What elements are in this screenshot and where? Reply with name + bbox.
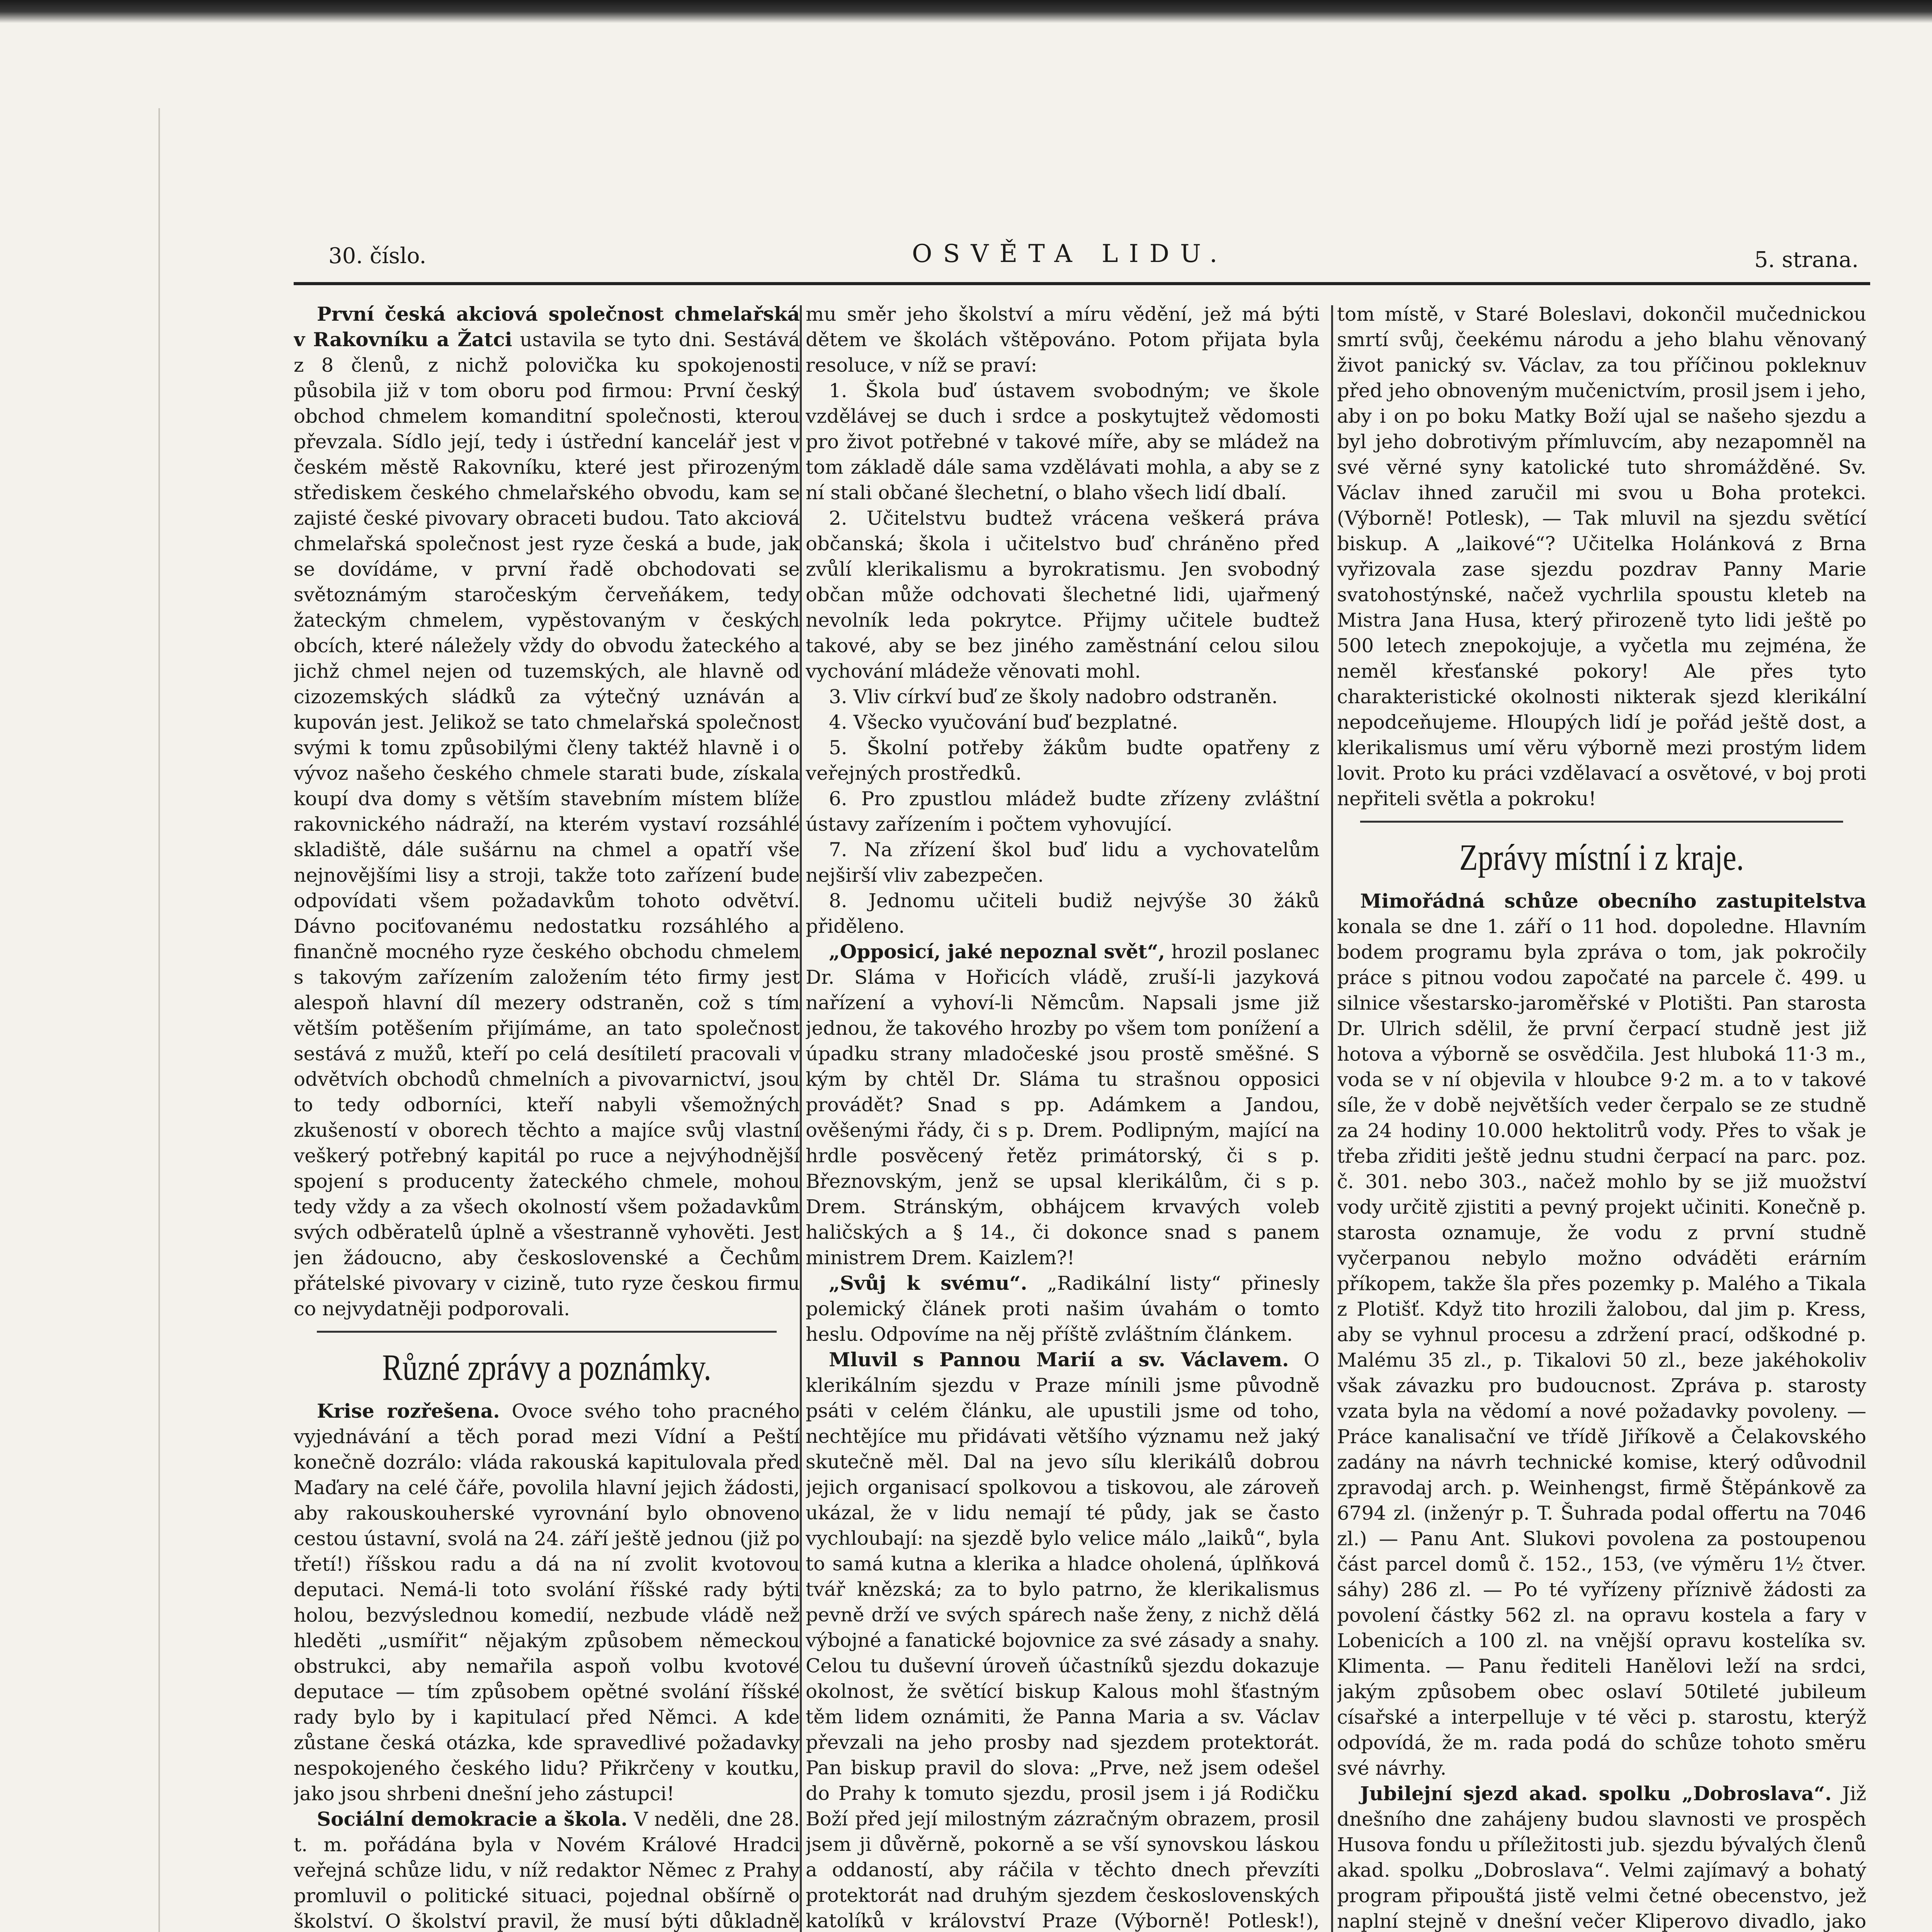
article-council-meeting: [1337, 888, 1866, 1781]
article-body: hrozil poslanec Dr. Sláma v Hořicích vládě, zruší-li jazyková nařízení a vyhoví-li Němcům. Napsali jsme již jednou, že takového hrozby po všem tom ponížení a úpadku strany mladočeské jsou prostě směšné. S kým by chtěl Dr. Sláma tu strašnou opposici provádět? Snad s pp. Adámkem a Jandou, ověšenými řády, či s p. Drem. Podlipným, mající na hrdle posvěcený řetěz primátorský, či s p. Březnovským, jenž se upsal klerikálům, či s p. Drem. Stránským, obhájcem krvavých voleb haličských a § 14., či dokonce snad s panem ministrem Drem. Kaizlem?!: [806, 940, 1320, 1269]
article-clerical-congress: [806, 1347, 1320, 1932]
article-continuation: tom místě, v Staré Boleslavi, dokončil mučednickou smrtí svůj, čeekému národu a jeho blahu věnovaný život panický sv. Václav, za tou příčinou pokleknuv před jeho obnoveným mučenictvím, prosil jsem i jeho, aby i on po boku Matky Boží ujal se našeho sjezdu a byl jeho dobrotivým přímluvcím, aby nezapomněl na své věrné syny katolické tuto shromážděné. Sv. Václav ihned zaručil mi svou u Boha protekci. (Výborně! Potlesk), — Tak mluvil na sjezdu světící biskup. A „laikové“? Učitelka Holánková z Brna vyřizovala zase sjezdu pozdrav Panny Marie svatohostýnské, načež vychrlila spoustu kleteb na Mistra Jana Husa, který přirozeně tyto lidi ještě po 500 letech znepokojuje, a vyčetla mu zejména, že neměl křesťanské pokory! Ale přes tyto charakteristické okolnosti nikterak sjezd klerikální nepodceňujeme. Hloupých lidí je pořád ještě dost, a klerikalismus umí věru výborně mezi prostým lidem lovit. Proto ku práci vzdělavací a osvětové, v boj proti nepřiteli světla a pokroku!: [1337, 303, 1866, 810]
page-number: 5. strana.: [1754, 247, 1859, 272]
article-body: V neděli, dne 28. t. m. pořádána byla v Novém Králové Hradci veřejná schůze lidu, v níž redaktor Němec z Prahy promluvil o politické situaci, pojednal obšírně o školství. O školství pravil, že musí býti důkladně: [294, 1808, 800, 1932]
article-body: „Radikální listy“ přinesly polemický článek proti našim úvahám o tomto heslu. Odpovíme na něj příště zvláštním článkem.: [806, 1272, 1320, 1345]
article-crisis: [294, 1398, 800, 1806]
article-opposition: [806, 939, 1320, 1270]
resolution-point: 3. Vliv církví buď ze školy nadobro odstraněn.: [829, 685, 1278, 708]
article-dobroslava: [1337, 1781, 1866, 1932]
resolution-point: 4. Všecko vyučování buď bezplatné.: [829, 711, 1178, 733]
article-body: ustavila se tyto dni. Sestává z 8 členů, z nichž polovička ku spokojenosti působila již v tom oboru pod firmou: První český obchod chmelem komanditní společnosti, kterou převzala. Sídlo její, tedy i ústřední kancelář jest v českém městě Rakovníku, které jest přirozeným střediskem českého chmelařského obvodu, kam se zajisté české pivovary obraceti budou. Tato akciová chmelařská společnost jest ryze česká a bude, jak se dovídáme, v první řadě obchodovati se světoznámým staročeským červeňákem, tedy žateckým chmelem, vypěstovaným v českých obcích, které náležely vždy do obvodu žateckého a jichž chmel nejen od tuzemských, ale hlavně od cizozemských sládků za výtečný uznáván a kupován jest. Jelikož se tato chmelařská společnost svými k tomu způsobilými členy taktéž hlavně i o vývoz našeho českého chmele starati bude, získala koupí dva domy s větším stavebním místem blíže rakovnického nádraží, na kterém vystaví rozsáhlé skladiště, dále sušárnu na chmel a opatří vše nejnovějšími lisy a stroji, takže toto zařízení bude odpovídati všem požadavkům tohoto odvětví. Dávno pociťovanému nedostatku rozsáhlého a finančně mocného ryze českého obchodu chmelem s takovým zařízením založením této firmy jest alespoň hlavní díl mezery odstraněn, což s tím větším potěšením přijímáme, an tato společnost sestává z mužů, kteří po celá desítiletí pracovali v odvětvích obchodů chmelních a pivovarnictví, jsou to tedy odborníci, kteří nabyli všemožných zkušeností v oborech těchto a majíce svůj vlastní veškerý potřebný kapitál po ruce a nejvýhodnější spojení s producenty žateckého chmele, mohou tedy vždy a za všech okolností všem požadavkům svých odběratelů úplně a všestranně vyhověti. Jest jen žádoucno, aby československé a Čechům přátelské pivovary v cizině, tuto ryze českou firmu co nejvydatněji podporovali.: [294, 328, 800, 1320]
column-divider: [800, 305, 802, 1932]
resolution-point: 6. Pro zpustlou mládež budte zřízeny zvláštní ústavy zařízením i počtem vyhovující.: [806, 787, 1320, 835]
article-headline: „Opposicí, jaké nepoznal svět“,: [829, 940, 1165, 963]
masthead-title: OSVĚTA LIDU.: [912, 240, 1228, 268]
section-rule: [1360, 821, 1843, 823]
section-rule: [317, 1331, 777, 1333]
article-body: konala se dne 1. září o 11 hod. dopoledne. Hlavním bodem programu byla zpráva o tom, jak pokročily práce s pitnou vodou započaté na parcele č. 499. u silnice všestarsko-jaroměřské v Plotišti. Pan starosta Dr. Ulrich sdělil, že první čerpací studně jest již hotova a výborně se osvědčila. Jest hluboká 11·3 m., voda se v ní objevila v hloubce 9·2 m. a to v takové síle, že v době největších veder čerpalo se ze studně za 24 hodiny 10.000 hektolitrů vody. Přes to však je třeba zřiditi ještě jednu studni čerpací na parc. poz. č. 301. nebo 303., načež mohlo by se již muožství vody určitě zjistiti a pevný projekt učiniti. Konečně p. starosta oznamuje, že vodu z první studně vyčerpanou nebylo možno odváděti erárním příkopem, takže šla přes pozemky p. Malého a Tikala z Plotišť. Když tito hrozili žalobou, dal jim p. Kress, aby se vyhnul procesu a zdržení prací, odškodné p. Malému 35 zl., p. Tikalovi 50 zl., beze jakéhokoliv však závazku pro budoucnost. Zpráva p. starosty vzata byla na vědomí a nové požadavky povoleny. — Práce kanalisační ve třídě Jiříkově a Čelakovského zadány na návrh technické komise, který odůvodnil zpravodaj arch. p. Weinhengst, firmě Štěpánkově za 6794 zl. (inženýr p. T. Šuhrada podal offertu na 7046 zl.) — Panu Ant. Slukovi povolena za postoupenou část parcel domů č. 152., 153, (ve výměru 1½ čtver. sáhy) 286 zl. — Po té vyřízeny příznivě žádosti za povolení částky 562 zl. na opravu kostela a fary v Lobenicích a 100 zl. na vnější opravu kostelíka sv. Klimenta. — Panu řediteli Hanělovi leží na srdci, jakým způsobem obec oslaví 50tileté jubileum císařské a interpelluje v té věci p. starostu, kterýž odpovídá, že m. rada podá do schůze tohoto směru své návrhy.: [1337, 915, 1866, 1779]
fold-line: [158, 108, 160, 1932]
article-headline: Mluvil s Pannou Marií a sv. Václavem.: [829, 1348, 1289, 1371]
article-body: Ovoce svého toho pracného vyjednávání a těch porad mezi Vídní a Peští konečně dozrálo: vláda rakouská kapitulovala před Maďary na celé čáře, povolila hlavní jejich žádosti, aby rakouskouherské vyrovnání bylo obnoveno cestou ústavní, svolá na 24. září ještě jednou (již po třetí!) říšskou radu a dá na ní zvolit kvotovou deputaci. Nemá-li toto svolání říšské rady býti holou, bezvýslednou komedií, nezbude vládě než hleděti „usmířit“ nějakým způsobem německou obstrukci, aby nemařila aspoň volbu kvotové deputace — tím způsobem opětné svolání říšské rady bylo by i kapitulací před Němci. A kde zůstane česká otázka, kde spravedlivé požadavky nespokojeného českého lidu? Přikrčeny v koutku, jako jsou shrbeni dnešní jeho zástupci!: [294, 1400, 800, 1805]
resolution-point: 1. Škola buď ústavem svobodným; ve škole vzdělávej se duch i srdce a poskytujtež vědomosti pro život potřebné v takové míře, aby se mládež na tom základě dále sama vzdělávati mohla, a aby se z ní stali občané šlechetní, o blaho všech lidí dbalí.: [806, 379, 1320, 504]
resolution-point: 7. Na zřízení škol buď lidu a vychovatelům nejširší vliv zabezpečen.: [806, 838, 1320, 886]
article-headline: „Svůj k svému“.: [829, 1272, 1027, 1294]
resolution-intro: mu směr jeho školství a míru vědění, jež má býti dětem ve školách vštěpováno. Potom přijata byla resoluce, v níž se praví:: [806, 303, 1320, 376]
issue-number: 30. číslo.: [328, 243, 427, 269]
column-3: [1337, 301, 1866, 1932]
article-headline: První česká akciová společnost chmelařská v Rakovníku a Žatci: [294, 303, 800, 351]
resolution-point: 2. Učitelstvu budtež vrácena veškerá práva občanská; škola i učitelstvo buď chráněno před zvůlí klerikalismu a byrokratismu. Jen svobodný občan může odchovati šlechetné lidi, ujařmený nevolník leda pokrytce. Přijmy učitele budtež takové, aby se bez jiného zaměstnání celou silou vychování mládeže věnovati mohl.: [806, 507, 1320, 682]
article-body: O klerikálním sjezdu v Praze mínili jsme původně psáti v celém článku, ale upustili jsme od toho, nechtějíce mu přidávati většího významu než jaký skutečně měl. Dal na jevo sílu klerikálů dobrou jejich organisací spolkovou a tiskovou, ale zároveň ukázal, že v lidu nemají té půdy, jak se často vychloubají: na sjezdě bylo velice málo „laiků“, byla to samá kutna a klerika a hladce oholená, úplňková tvář knězská; za to bylo patrno, že klerikalismus pevně drží ve svých spárech naše ženy, z nichž dělá výbojné a fanatické bojovnice za své zásady a snahy. Celou tu duševní úroveň účastníků sjezdu dokazuje okolnost, že světící biskup Kalous mohl šťastným těm lidem oznámiti, že Panna Maria a sv. Václav převzali na jeho prosby nad sjezdem protektorát. Pan biskup pravil do slova: „Prve, než jsem odešel do Prahy k tomuto sjezdu, prosil jsem i já Rodičku Boží před její milostným zázračným obrazem, prosil jsem ji důvěrně, pokorně a se vší synovskou láskou a oddaností, aby ráčila v těchto dnech převzíti protektorát nad druhým sjezdem československých katolíků v království Praze (Výborně! Potlesk!),: [806, 1349, 1320, 1932]
article-svuj-k-svemu: [806, 1270, 1320, 1347]
column-1: [294, 301, 800, 1932]
article-hop-company: [294, 301, 800, 1321]
scan-top-edge: [0, 0, 1932, 23]
article-headline: Mimořádná schůze obecního zastupitelstva: [1360, 889, 1866, 912]
section-title: Různé zprávy a poznámky.: [382, 1347, 711, 1388]
article-social-democracy: [294, 1806, 800, 1932]
article-body: Již dnešního dne zahájeny budou slavnosti ve prospěch Husova fondu u příležitosti jub. sjezdu bývalých členů akad. spolku „Dobroslava“. Velmi zajímavý a bohatý program připouštá jistě velmi četné obecenstvo, jež naplní stejně v dnešní večer Kliperovo divadlo, jako: [1337, 1782, 1866, 1932]
resolution-point: 5. Školní potřeby žákům budte opatřeny z veřejných prostředků.: [806, 736, 1320, 784]
column-divider: [1331, 305, 1333, 1932]
section-title: Zprávy místní i z kraje.: [1459, 837, 1744, 878]
article-headline: Sociální demokracie a škola.: [317, 1808, 628, 1830]
article-headline: Krise rozřešena.: [317, 1400, 500, 1422]
article-headline: Jubilejní sjezd akad. spolku „Dobroslava“.: [1360, 1782, 1832, 1805]
resolution-point: 8. Jednomu učiteli budiž nejvýše 30 žáků přiděleno.: [806, 889, 1320, 937]
header-rule: [294, 282, 1870, 285]
column-2: [806, 301, 1320, 1932]
page-header: [294, 236, 1870, 278]
